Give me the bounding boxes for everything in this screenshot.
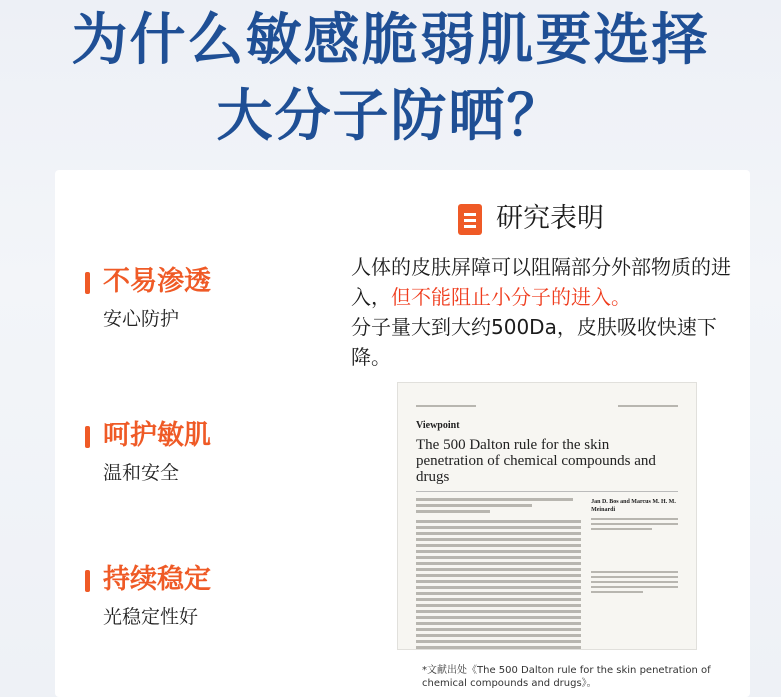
clipboard-icon — [458, 204, 482, 235]
feature-subtitle: 温和安全 — [103, 462, 180, 484]
paper-authors: Jan D. Bos and Marcus M. H. M. Meinardi — [591, 499, 676, 513]
paper-header — [416, 405, 678, 410]
paper-sidebar — [591, 498, 678, 650]
accent-bar — [85, 426, 90, 448]
paper-image — [397, 382, 697, 650]
feature-subtitle: 光稳定性好 — [103, 606, 199, 628]
research-paragraph — [351, 252, 751, 372]
paper-body — [416, 498, 581, 650]
feature-title: 持续稳定 — [103, 564, 211, 595]
research-text: 人体的皮肤屏障可以阻隔部分外部物质的进入， — [351, 255, 731, 309]
research-highlight: 但不能阻止小分子的进入。 — [391, 285, 631, 309]
feature-title: 呵护敏肌 — [103, 420, 211, 451]
paper-section: Viewpoint — [416, 420, 460, 431]
research-heading: 研究表明 — [496, 203, 604, 234]
feature-title: 不易渗透 — [103, 266, 211, 297]
research-text-2: 分子量大到大约500Da，皮肤吸收快速下降。 — [351, 315, 717, 369]
paper-title: The 500 Dalton rule for the skin penetration of chemical compounds and drugs — [416, 437, 656, 485]
feature-subtitle: 安心防护 — [103, 308, 180, 330]
accent-bar — [85, 570, 90, 592]
page-title-line-2: 大分子防晒？ — [216, 84, 565, 149]
page-title-line-1: 为什么敏感脆弱肌要选择 — [71, 8, 710, 73]
footnote: *文献出处《The 500 Dalton rule for the skin penetration of chemical compounds and drugs》。 — [422, 665, 711, 689]
accent-bar — [85, 272, 90, 294]
